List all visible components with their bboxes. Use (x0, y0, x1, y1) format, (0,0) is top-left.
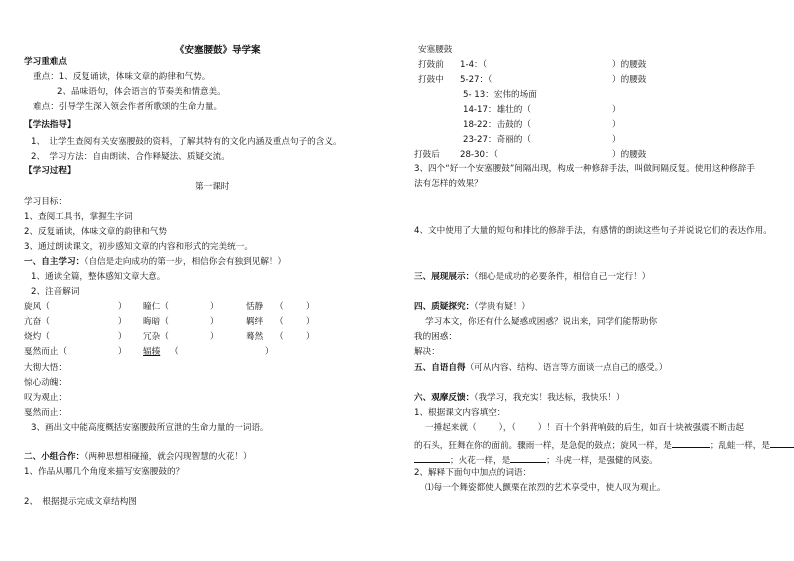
structure-sub-4: 23-27：奇丽的（ (463, 135, 531, 145)
pinyin-row-3-b: ） (118, 332, 127, 342)
fill-task-2: 2、解释下面句中加点的词语： (414, 468, 532, 478)
structure-after-suffix: ）的腰鼓 (612, 150, 647, 160)
pinyin-row-4-d: （ (170, 347, 179, 357)
question-3-line-1: 3、四个“好一个安塞腰鼓”间隔出现，构成一种修辞手法，叫做间隔反复。使用这种修辞手 (414, 164, 755, 174)
structure-sub-2-close: ） (612, 105, 621, 115)
blank-1[interactable] (672, 438, 710, 448)
pinyin-row-2-a: 亢奋（ (24, 317, 50, 327)
fill-line-2-b: ；乱蛙一样，是 (709, 441, 770, 451)
pinyin-row-3-g: ） (306, 332, 315, 342)
fill-line-1 (425, 423, 744, 434)
structure-before-label: 打鼓前 (418, 60, 444, 70)
fill-line-3-a: ；火花一样，是 (450, 456, 511, 466)
period-heading: 第一课时 (195, 182, 230, 192)
doubt-label: 我的困惑： (414, 332, 457, 342)
self-study-note: （自信是走向成功的第一步，相信你会有独到见解！） (84, 257, 287, 267)
pinyin-row-1-e: 恬静 (246, 302, 264, 312)
question-4: 4、文中使用了大量的短句和排比的修辞手法，有感情的朗读这些句子并说说它们的表达作用。 (414, 226, 772, 236)
pinyin-row-2-d: ） (210, 317, 219, 327)
section-4-note: （学贵有疑！） (474, 302, 531, 312)
structure-during-suffix: ）的腰鼓 (612, 75, 647, 85)
goals-heading: 学习目标： (24, 197, 67, 207)
pinyin-row-2-f: （ (275, 317, 284, 327)
structure-head: 安塞腰鼓 (418, 45, 453, 55)
pinyin-row-3-a: 烧灼（ (24, 332, 50, 342)
method-2: 2、 学习方法：自由朗读、合作释疑法、质疑交流。 (31, 152, 230, 162)
section-6-heading (414, 393, 625, 404)
section-3-heading (414, 272, 650, 283)
structure-sub-3-close: ） (612, 120, 621, 130)
pinyin-row-3-f: （ (275, 332, 284, 342)
section-6-note: （我学习，我充实！我达标，我快乐！） (474, 393, 625, 403)
word-1: 大彻大悟： (24, 363, 67, 373)
fill-line-2 (414, 438, 794, 452)
section-5-note: （可从内容、结构、语言等方面谈一点自己的感受。） (465, 363, 668, 373)
group-title: 二、小组合作： (24, 452, 85, 462)
fill-line-1-c: ）！百十个斜背响鼓的后生，如百十块被强震不断击起 (537, 423, 745, 433)
solve-label: 解决： (414, 347, 440, 357)
blank-4[interactable] (510, 453, 546, 463)
self-study-title: 一、自主学习： (24, 257, 85, 267)
fill-line-2-a: 的石头，狂舞在你的面前。骤雨一样，是急促的鼓点；旋风一样，是 (414, 441, 672, 451)
structure-sub-1: 5- 13：宏伟的场面 (463, 90, 537, 100)
section-3-title: 三、展现展示： (414, 272, 475, 282)
goal-2: 2、反复诵读，体味文章的韵律和气势 (24, 227, 167, 237)
structure-before-suffix: ）的腰鼓 (612, 60, 647, 70)
fill-task-2-sentence: ⑴每一个舞姿都使人颤栗在浓烈的艺术享受中，使人叹为观止。 (425, 483, 666, 493)
blank-2[interactable] (770, 438, 794, 448)
word-4: 戛然而止： (24, 408, 67, 418)
question-3-line-2: 法有怎样的效果？ (414, 179, 483, 189)
pinyin-row-4-b: ） (118, 347, 127, 357)
page-title: 《安塞腰鼓》导学案 (175, 45, 261, 56)
self-task-1: 1、通读全篇，整体感知文章大意。 (31, 272, 166, 282)
section-key-points: 学习重难点 (24, 57, 67, 67)
structure-before-range: 1-4：（ (460, 60, 487, 70)
section-process: 【学习过程】 (24, 166, 76, 176)
structure-during-label: 打鼓中 (418, 75, 444, 85)
goal-3: 3、通过朗读课文，初步感知文章的内容和形式的完美统一。 (24, 242, 253, 252)
fill-line-3 (414, 453, 658, 467)
structure-sub-4-close: ） (612, 135, 621, 145)
group-note: （两种思想相碰撞，就会闪现智慧的火花！） (84, 452, 252, 462)
section-4-title: 四、质疑探究： (414, 302, 475, 312)
structure-after-range: 28-30：（ (460, 150, 498, 160)
section-5-title: 五、自语自得 (414, 363, 466, 373)
pinyin-row-1-a: 旋风（ (24, 302, 50, 312)
fill-line-1-b: ），（ (498, 423, 516, 433)
pinyin-row-3-c: 冗杂（ (143, 332, 169, 342)
group-question-1: 1、作品从哪几个角度来描写安塞腰鼓的？ (24, 467, 185, 477)
blank-3[interactable] (414, 453, 450, 463)
section-4-text: 学习本文，你还有什么疑惑或困惑？说出来，同学们能帮助你 (425, 317, 658, 327)
pinyin-row-3-e: 蓦然 (246, 332, 264, 342)
pinyin-row-1-c: 瞳仁（ (143, 302, 169, 312)
pinyin-row-4-c: 辐辏 (143, 347, 161, 357)
method-1: 1、 让学生查阅有关安塞腰鼓的资料，了解其特有的文化内涵及重点句子的含义。 (31, 137, 342, 147)
structure-sub-3: 18-22：击鼓的（ (463, 120, 531, 130)
structure-after-label: 打鼓后 (414, 150, 440, 160)
self-task-3: 3、画出文中能高度概括安塞腰鼓所宣泄的生命力量的一词语。 (31, 423, 269, 433)
pinyin-row-1-g: ） (306, 302, 315, 312)
difficulty: 难点：引导学生深入领会作者所歌颂的生命力量。 (33, 102, 223, 112)
pinyin-row-2-c: 晦暗（ (143, 317, 169, 327)
section-method: 【学法指导】 (24, 120, 76, 130)
pinyin-row-1-b: ） (118, 302, 127, 312)
pinyin-row-1-d: ） (210, 302, 219, 312)
pinyin-row-2-b: ） (118, 317, 127, 327)
word-3: 叹为观止： (24, 393, 67, 403)
fill-line-3-b: ；斗虎一样，是强健的风姿。 (546, 456, 658, 466)
structure-during-range: 5-27：（ (460, 75, 493, 85)
pinyin-row-2-e: 羁绊 (246, 317, 264, 327)
fill-line-1-a: 一捶起来就（ (425, 423, 477, 433)
fill-task-1: 1、根据课文内容填空： (414, 408, 506, 418)
section-4-heading (414, 302, 530, 313)
pinyin-row-2-g: ） (306, 317, 315, 327)
word-2: 惊心动魄： (24, 378, 67, 388)
self-task-2: 2、注音解词 (31, 287, 80, 297)
structure-sub-2: 14-17：雄壮的（ (463, 105, 531, 115)
section-3-note: （细心是成功的必要条件，相信自己一定行！） (474, 272, 651, 282)
self-study-heading (24, 257, 286, 268)
key-point-1: 重点：1、反复诵读，体味文章的韵律和气势。 (33, 72, 211, 82)
key-point-2: 2、品味语句，体会语言的节奏美和情意美。 (57, 87, 226, 97)
section-6-title: 六、观摩反馈： (414, 393, 475, 403)
pinyin-row-3-d: ） (210, 332, 219, 342)
goal-1: 1、查阅工具书，掌握生字词 (24, 212, 133, 222)
pinyin-row-4-e: ） (265, 347, 274, 357)
group-question-2: 2、 根据提示完成文章结构图 (24, 497, 137, 507)
pinyin-row-4-a: 戛然而止（ (24, 347, 67, 357)
pinyin-row-1-f: （ (275, 302, 284, 312)
section-5-heading (414, 363, 668, 374)
group-heading (24, 452, 252, 463)
